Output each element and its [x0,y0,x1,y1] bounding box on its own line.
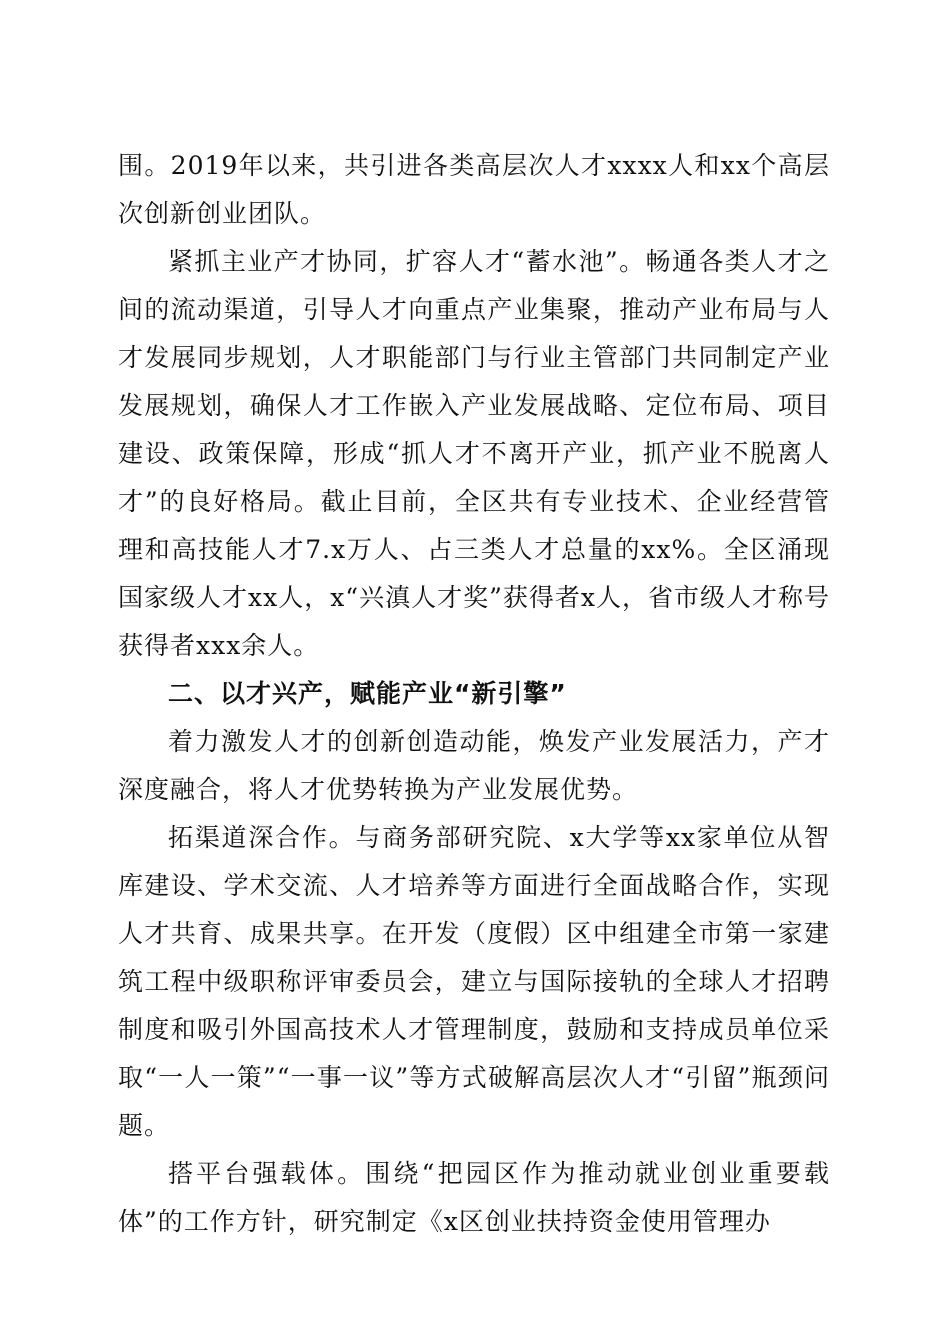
paragraph-continuation: 围。2019年以来，共引进各类高层次人才xxxx人和xx个高层次创新创业团队。 [118,151,830,228]
section-heading-2: 二、以才兴产，赋能产业“新引擎” [168,679,567,708]
paragraph-talent-pool: 紧抓主业产才协同，扩容人才“蓄水池”。畅通各类人才之间的流动渠道，引导人才向重点产业集聚，推动产业布局与人才发展同步规划，人才职能部门与行业主管部门共同制定产业发展规划，确保人才工作嵌入产业发展战略、定位布局、项目建设、政策保障，形成“抓人才不离开产业，抓产业不脱离人才”的良好格局。截止目前，全区共有专业技术、企业经营管理和高技能人才7.x万人、占三类人才总量的xx%。全区涌现国家级人才xx人，x“兴滇人才奖”获得者x人，省市级人才称号获得者xxx余人。 [118,247,830,660]
document-body [118,142,830,1246]
paragraph-platform: 搭平台强载体。围绕“把园区作为推动就业创业重要载体”的工作方针，研究制定《x区创业扶持资金使用管理办 [118,1159,830,1236]
paragraph-cooperation: 拓渠道深合作。与商务部研究院、x大学等xx家单位从智库建设、学术交流、人才培养等方面进行全面战略合作，实现人才共育、成果共享。在开发（度假）区中组建全市第一家建筑工程中级职称评审委员会，建立与国际接轨的全球人才招聘制度和吸引外国高技术人才管理制度，鼓励和支持成员单位采取“一人一策”“一事一议”等方式破解高层次人才“引留”瓶颈问题。 [118,823,830,1140]
paragraph-innovation-drive: 着力激发人才的创新创造动能，焕发产业发展活力，产才深度融合，将人才优势转换为产业发展优势。 [118,727,830,804]
